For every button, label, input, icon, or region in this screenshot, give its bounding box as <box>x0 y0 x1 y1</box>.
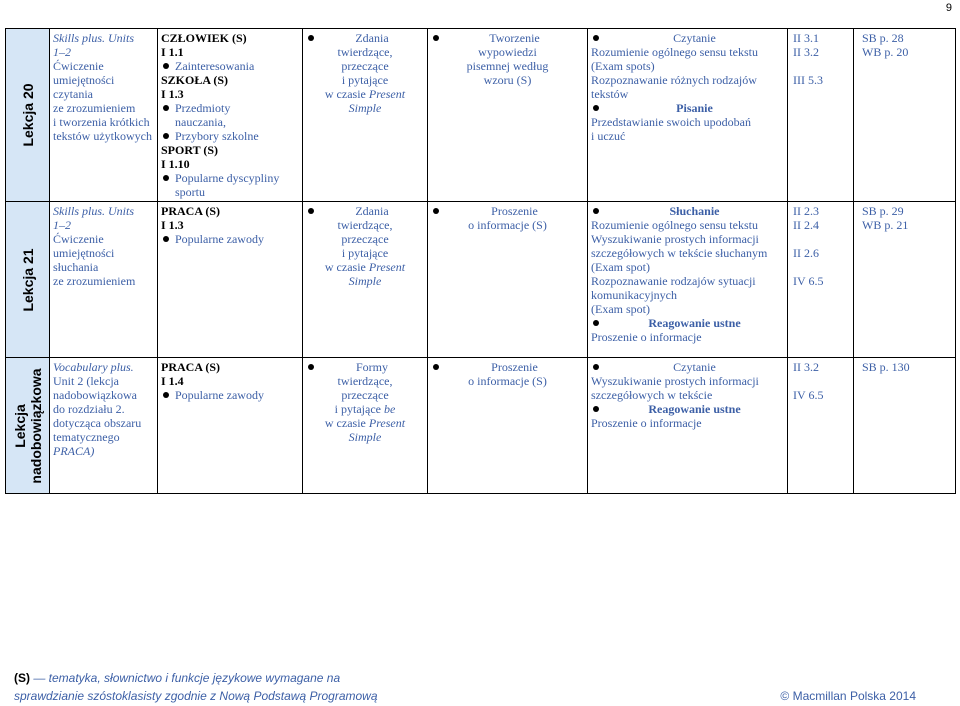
skill-line: (Exam spots) <box>591 59 655 73</box>
skill-line: i uczuć <box>591 129 626 143</box>
skill-line: Proszenie o informacje <box>591 416 702 430</box>
functions-cell <box>428 29 588 202</box>
topic-line: tekstów użytkowych <box>53 129 152 143</box>
function-line: Proszenie <box>431 360 584 374</box>
skill-line: Rozpoznawanie różnych rodzajów <box>591 73 757 87</box>
standards-cell <box>788 202 854 358</box>
standard-code: III 5.3 <box>793 73 823 87</box>
grammar-line: i pytające <box>341 246 389 260</box>
lesson-topic-cell <box>50 202 158 358</box>
skills-cell <box>588 29 788 202</box>
lesson-label <box>12 368 44 483</box>
skill-heading: Reagowanie ustne <box>591 316 784 330</box>
grammar-text: w czasie <box>324 87 366 101</box>
standards-cell <box>788 358 854 494</box>
curriculum-code: I 1.1 <box>161 45 184 59</box>
lesson-label-cell <box>6 29 50 202</box>
skill-line: (Exam spot) <box>591 302 650 316</box>
lesson-label: Lekcja 21 <box>19 247 36 312</box>
grammar-line: Formy <box>306 360 424 374</box>
grammar-line <box>306 402 424 416</box>
grammar-line: Simple <box>348 101 382 115</box>
grammar-line: twierdzące, <box>337 374 393 388</box>
pages-cell <box>854 358 956 494</box>
skill-heading: Słuchanie <box>591 204 784 218</box>
grammar-verb: be <box>383 402 396 416</box>
standard-code: II 3.1 <box>793 31 819 45</box>
topic-line: umiejętności <box>53 246 115 260</box>
topic-line: umiejętności <box>53 73 115 87</box>
standard-code <box>793 260 850 274</box>
footer-line: sprawdzianie szóstoklasisty zgodnie z Nową Podstawą Programową <box>14 689 378 703</box>
grammar-line: przeczące <box>341 59 389 73</box>
standard-code: II 3.2 <box>793 360 819 374</box>
lesson-label-line: Lekcja <box>11 403 28 448</box>
grammar-line: Simple <box>348 430 382 444</box>
topic-line: Unit 2 (lekcja <box>53 374 119 388</box>
lesson-topic-cell <box>50 29 158 202</box>
vocabulary-cell <box>158 29 303 202</box>
standard-code: IV 6.5 <box>793 388 824 402</box>
function-line: Proszenie <box>431 204 584 218</box>
grammar-line: przeczące <box>341 232 389 246</box>
standard-code: II 2.3 <box>793 204 819 218</box>
topic-line: dotycząca obszaru <box>53 416 142 430</box>
vocab-item: Zainteresowania <box>161 59 299 73</box>
skill-heading: Reagowanie ustne <box>591 402 784 416</box>
curriculum-code: I 1.3 <box>161 87 184 101</box>
lesson-label-cell <box>6 202 50 358</box>
topic-line: Ćwiczenie <box>53 59 104 73</box>
footer-symbol: (S) <box>14 671 30 685</box>
grammar-line <box>306 87 424 101</box>
page-ref: SB p. 28 <box>862 31 904 45</box>
pages-cell <box>854 202 956 358</box>
page-ref: WB p. 21 <box>862 218 909 232</box>
skill-line: szczegółowych w tekście słuchanym <box>591 246 768 260</box>
topic-line: Vocabulary plus. <box>53 360 134 374</box>
standards-cell <box>788 29 854 202</box>
standard-code: IV 6.5 <box>793 274 824 288</box>
table-row <box>6 202 956 358</box>
standard-code <box>793 59 850 73</box>
skill-heading: Czytanie <box>591 31 784 45</box>
skills-cell <box>588 202 788 358</box>
table-row <box>6 358 956 494</box>
skill-heading: Czytanie <box>591 360 784 374</box>
vocab-item: Przedmioty <box>161 101 299 115</box>
vocabulary-cell <box>158 202 303 358</box>
grammar-tense: Present <box>368 416 406 430</box>
topic-line: tematycznego <box>53 430 120 444</box>
grammar-line: Zdania <box>306 31 424 45</box>
grammar-cell <box>303 29 428 202</box>
lesson-label-line: nadobowiązkowa <box>27 367 44 484</box>
function-line: o informacje (S) <box>468 218 547 232</box>
topic-line: nadobowiązkowa <box>53 388 137 402</box>
footer-line: — tematyka, słownictwo i funkcje językowe wymagane na <box>30 671 341 685</box>
curriculum-code: I 1.4 <box>161 374 184 388</box>
skill-line: komunikacyjnych <box>591 288 677 302</box>
skill-line: szczegółowych w tekście <box>591 388 713 402</box>
curriculum-code: I 1.3 <box>161 218 184 232</box>
standard-code <box>793 374 850 388</box>
vocab-item: Popularne dyscypliny <box>161 171 299 185</box>
function-line: Tworzenie <box>431 31 584 45</box>
standard-code: II 2.4 <box>793 218 819 232</box>
footer-legend <box>14 671 340 685</box>
standard-code <box>793 232 850 246</box>
grammar-text: w czasie <box>324 416 366 430</box>
skill-line: Proszenie o informacje <box>591 330 702 344</box>
skill-line: Wyszukiwanie prostych informacji <box>591 374 759 388</box>
vocab-item-cont: nauczania, <box>175 115 226 129</box>
theme-heading: CZŁOWIEK (S) <box>161 31 247 45</box>
vocab-item: Popularne zawody <box>161 388 299 402</box>
skill-line: Wyszukiwanie prostych informacji <box>591 232 759 246</box>
topic-line: Ćwiczenie <box>53 232 104 246</box>
topic-line: ze zrozumieniem <box>53 274 136 288</box>
function-line: wzoru (S) <box>483 73 532 87</box>
topic-line: czytania <box>53 87 93 101</box>
grammar-text: w czasie <box>324 260 366 274</box>
topic-line: i tworzenia krótkich <box>53 115 150 129</box>
topic-line: do rozdziału 2. <box>53 402 125 416</box>
skill-line: Rozpoznawanie rodzajów sytuacji <box>591 274 756 288</box>
vocabulary-cell <box>158 358 303 494</box>
function-line: o informacje (S) <box>468 374 547 388</box>
functions-cell <box>428 358 588 494</box>
lesson-plan-table <box>5 28 956 494</box>
lesson-label-cell <box>6 358 50 494</box>
curriculum-code: I 1.10 <box>161 157 190 171</box>
grammar-cell <box>303 202 428 358</box>
topic-line: ze zrozumieniem <box>53 101 136 115</box>
topic-line: Skills plus. Units <box>53 204 135 218</box>
standard-code: II 3.2 <box>793 45 819 59</box>
lesson-label: Lekcja 20 <box>19 83 36 147</box>
topic-line: 1–2 <box>53 218 71 232</box>
page-number: 9 <box>945 2 952 14</box>
lesson-topic-cell <box>50 358 158 494</box>
page-ref: SB p. 29 <box>862 204 904 218</box>
grammar-line <box>306 416 424 430</box>
topic-line: 1–2 <box>53 45 71 59</box>
theme-heading: SPORT (S) <box>161 143 219 157</box>
grammar-tense: Present <box>368 260 406 274</box>
grammar-line: twierdzące, <box>337 45 393 59</box>
skill-line: (Exam spot) <box>591 260 650 274</box>
skill-line: Rozumienie ogólnego sensu tekstu <box>591 45 758 59</box>
standard-code: II 2.6 <box>793 246 819 260</box>
vocab-item: Przybory szkolne <box>161 129 299 143</box>
skill-line: Rozumienie ogólnego sensu tekstu <box>591 218 758 232</box>
grammar-text: i pytające <box>334 402 381 416</box>
topic-line: słuchania <box>53 260 99 274</box>
grammar-line: przeczące <box>341 388 389 402</box>
grammar-cell <box>303 358 428 494</box>
skill-line: Przedstawianie swoich upodobań <box>591 115 751 129</box>
copyright: © Macmillan Polska 2014 <box>780 689 916 703</box>
function-line: pisemnej według <box>466 59 549 73</box>
skill-line: tekstów <box>591 87 629 101</box>
vocab-item: Popularne zawody <box>161 232 299 246</box>
pages-cell <box>854 29 956 202</box>
grammar-line: twierdzące, <box>337 218 393 232</box>
functions-cell <box>428 202 588 358</box>
theme-heading: PRACA (S) <box>161 204 220 218</box>
topic-line: PRACA) <box>53 444 95 458</box>
topic-line: Skills plus. Units <box>53 31 135 45</box>
theme-heading: SZKOŁA (S) <box>161 73 229 87</box>
table-row <box>6 29 956 202</box>
page-ref: SB p. 130 <box>862 360 910 374</box>
grammar-line: Zdania <box>306 204 424 218</box>
vocab-item-cont: sportu <box>175 185 205 199</box>
page-ref: WB p. 20 <box>862 45 909 59</box>
theme-heading: PRACA (S) <box>161 360 220 374</box>
function-line: wypowiedzi <box>478 45 537 59</box>
grammar-tense: Present <box>368 87 406 101</box>
grammar-line <box>306 260 424 274</box>
skills-cell <box>588 358 788 494</box>
skill-heading: Pisanie <box>591 101 784 115</box>
grammar-line: i pytające <box>341 73 389 87</box>
grammar-line: Simple <box>348 274 382 288</box>
